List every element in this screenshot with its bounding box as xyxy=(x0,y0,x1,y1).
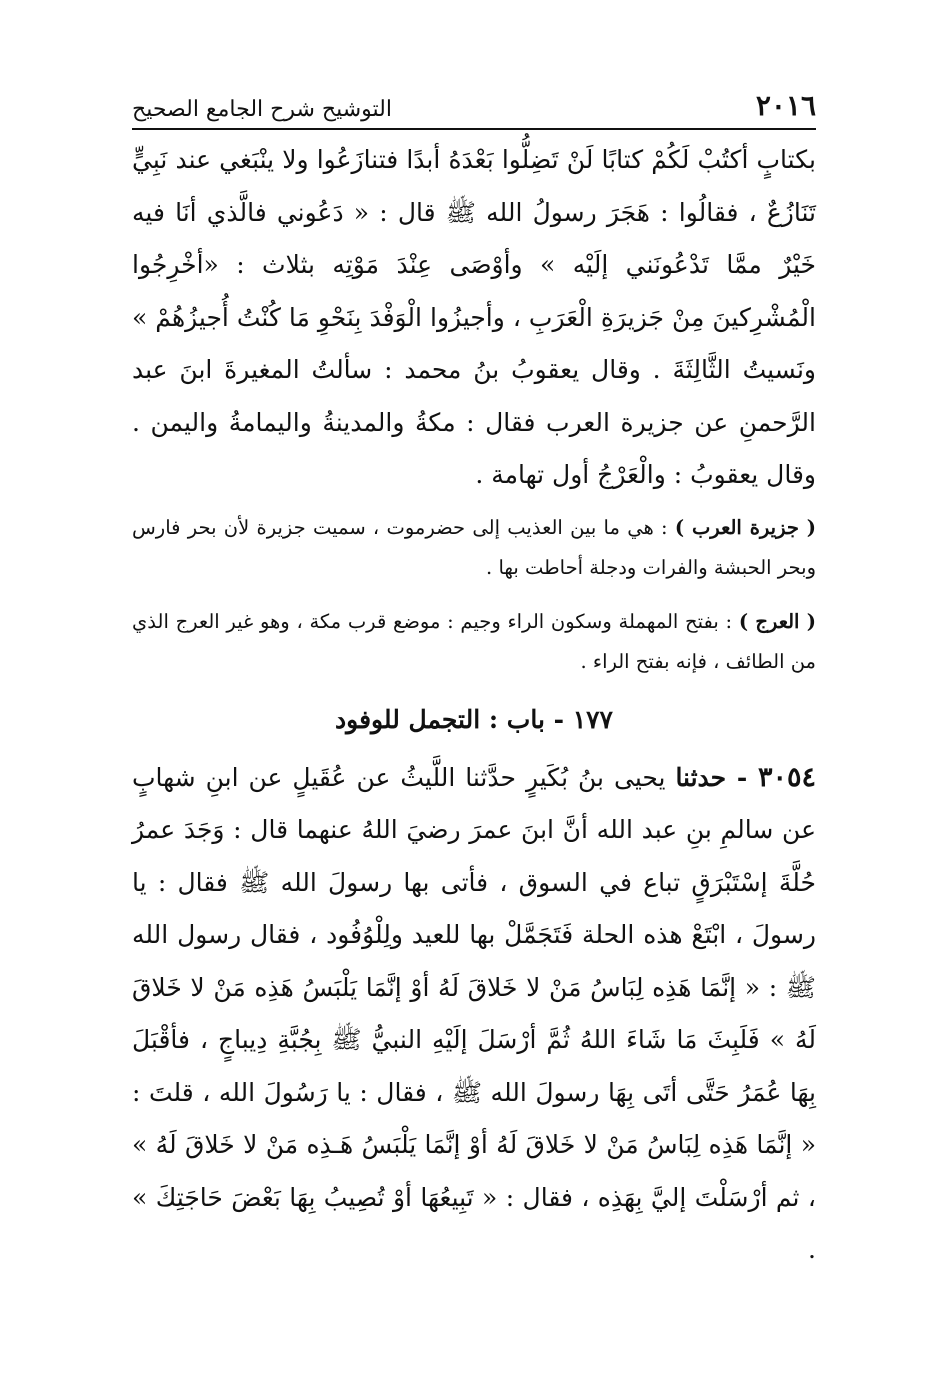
main-text: بكتابٍ أكتُبْ لَكُمْ كتابًا لَنْ تَضِلُّوا بَعْدَهُ أبدًا فتنازَعُوا ولا ينْبَغي عند نَبِيٍّ تَنَازُعٌ ، فقالُوا : هَجَرَ رسولُ الله ﷺ قال : « دَعُوني فالَّذي أنَا فيه خَيْرٌ ممَّا تَدْعُونَني إلَيْه » وأوْصَى عِنْدَ مَوْتِه بثلاث : «أخْرِجُوا الْمُشْرِكينَ مِنْ جَزيرَةِ الْعَرَبِ ، وأجيزُوا الْوَفْدَ بِنَحْوِ مَا كُنْتُ أُجيزُهُمْ » ونَسيتُ الثَّالِثَةَ . وقال يعقوبُ بنُ محمد : سألتُ المغيرةَ ابنَ عبد الرَّحمنِ عن جزيرة العرب فقال : مكةُ والمدينةُ واليمامةُ واليمن . وقال يعقوبُ : والْعَرْجُ أول تهامة . xyxy=(132,145,816,489)
page-header xyxy=(132,84,816,122)
gloss-jazirat-al-arab xyxy=(132,508,816,588)
gloss-term: ( العرج ) xyxy=(738,609,816,633)
hadith-text: يحيى بنُ بُكَيرٍ حدَّثنا اللَّيثُ عن عُقَيلٍ عن ابنِ شهابٍ عن سالمِ بنِ عبد الله أنَّ ابنَ عمرَ رضيَ اللهُ عنهما قال : وَجَدَ عمرُ حُلَّةَ إسْتَبْرَقٍ تباع في السوق ، فأتى بها رسولَ الله ﷺ فقال : يا رسولَ ، ابْتَعْ هذه الحلة فَتَجَمَّلْ بها للعيد ولِلْوُفُود ، فقال رسول الله ﷺ : « إنَّمَا هَذِه لِبَاسُ مَنْ لا خَلاقَ لَهُ أوْ إنَّمَا يَلْبَسُ هَذِه مَنْ لا خَلاقَ لَهُ » فَلَبِثَ مَا شَاءَ اللهُ ثُمَّ أرْسَلَ إلَيْهِ النبيُّ ﷺ بِجُبَّةِ دِيباجٍ ، فأقْبَلَ بِهَا عُمَرُ حَتَّى أتَى بِهَا رسولَ الله ﷺ ، فقال : يا رَسُولَ الله ، قلتَ : « إنَّمَا هَذِه لِبَاسُ مَنْ لا خَلاقَ لَهُ أوْ إنَّمَا يَلْبَسُ هَـذِه مَنْ لا خَلاقَ لَهُ » ، ثم أرْسَلْتَ إليَّ بِهَذِه ، فقال : « تَبِيعُهَا أوْ تُصِيبُ بِهَا بَعْضَ حَاجَتِكَ » . xyxy=(132,762,816,1264)
chapter-heading: ١٧٧ - باب : التجمل للوفود xyxy=(335,704,613,734)
running-title: التوشيح شرح الجامع الصحيح xyxy=(132,97,392,122)
gloss-al-arj xyxy=(132,602,816,682)
hadith-paragraph xyxy=(132,752,816,1277)
page-number: ٢٠١٦ xyxy=(755,89,816,122)
gloss-text: : هي ما بين العذيب إلى حضرموت ، سميت جزيرة لأن بحر فارس وبحر الحبشة والفرات ودجلة أحاطت بها . xyxy=(132,515,816,579)
hadith-number: ٣٠٥٤ xyxy=(757,761,816,793)
header-rule xyxy=(132,128,816,130)
hadith-opener: - حدثنا xyxy=(675,762,758,792)
gloss-term: ( جزيرة العرب ) xyxy=(674,515,817,539)
gloss-text: : بفتح المهملة وسكون الراء وجيم : موضع قرب مكة ، وهو غير العرج الذي من الطائف ، فإنه بفتح الراء . xyxy=(132,609,816,673)
